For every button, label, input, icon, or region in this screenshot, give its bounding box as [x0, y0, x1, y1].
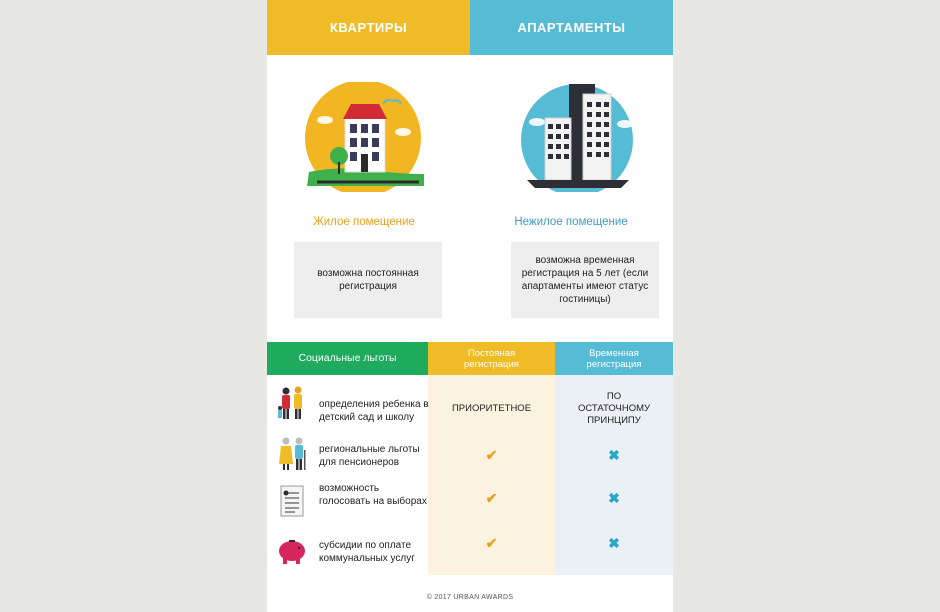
table-header-permanent-label: Постояная регистрация	[464, 347, 519, 370]
header-right-title: АПАРТАМЕНТЫ	[517, 20, 626, 35]
non-residential-type-label: Нежилое помещение	[514, 216, 628, 228]
family-icon	[277, 386, 307, 422]
row-permanent-value: ПРИОРИТЕТНОЕ	[451, 403, 532, 414]
table-row	[267, 478, 673, 524]
footer-copyright: © 2017 URBAN AWARDS	[426, 594, 514, 601]
permanent-registration-text: возможна постоянная регистрация	[317, 268, 419, 292]
header-apartments-flats	[267, 0, 470, 55]
table-header-social	[267, 342, 428, 375]
cross-icon: ✖	[608, 447, 620, 463]
piggy-bank-icon	[277, 532, 307, 568]
row-label-kindergarten: определения ребенка в детский сад и школу	[319, 399, 429, 423]
header-left-title: КВАРТИРЫ	[329, 20, 408, 35]
temporary-registration-text: возможна временная регистрация на 5 лет (если апартаменты имеют статус гостиницы)	[521, 255, 649, 305]
table-header-temporary	[555, 342, 673, 375]
cross-icon: ✖	[608, 535, 620, 551]
commercial-towers-icon	[517, 80, 647, 192]
temporary-registration-box	[511, 242, 659, 318]
header-apartments-commercial	[470, 0, 673, 55]
table-header-temporary-label: Временная регистрация	[586, 347, 642, 370]
row-label-pensioners: региональные льготы для пенсионеров	[319, 444, 420, 468]
row-label-voting: возможность голосовать на выборах	[319, 483, 427, 507]
elderly-couple-icon	[277, 436, 307, 472]
check-icon: ✔	[485, 447, 498, 463]
check-icon: ✔	[485, 490, 498, 506]
row-temporary-value: ПО ОСТАТОЧНОМУ ПРИНЦИПУ	[577, 391, 651, 426]
table-row	[267, 436, 673, 476]
cross-icon: ✖	[608, 490, 620, 506]
row-label-utilities: субсидии по оплате коммунальных услуг	[319, 540, 415, 564]
table-header-social-label: Социальные льготы	[298, 352, 397, 364]
check-icon: ✔	[485, 535, 498, 551]
residential-house-icon	[299, 82, 429, 192]
permanent-registration-box	[294, 242, 442, 318]
table-row	[267, 530, 673, 570]
residential-type-label: Жилое помещение	[313, 216, 415, 228]
infographic-page	[267, 0, 673, 612]
table-row	[267, 386, 673, 436]
table-header-permanent	[428, 342, 555, 375]
ballot-document-icon	[277, 484, 307, 520]
